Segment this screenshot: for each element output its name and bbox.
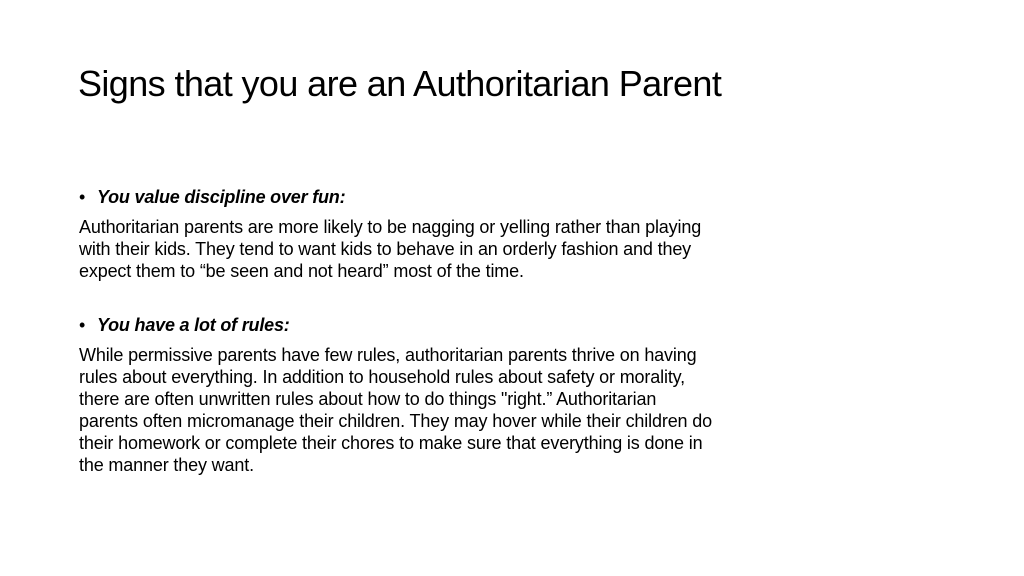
heading-text: You value discipline over fun:: [97, 187, 346, 207]
bullet-heading-rules: [79, 314, 949, 336]
paragraph-line: the manner they want.: [79, 455, 254, 475]
section-rules: [79, 314, 949, 476]
bullet-icon: •: [79, 187, 86, 207]
paragraph-discipline: [79, 216, 949, 282]
paragraph-line: their homework or complete their chores to make sure that everything is done in: [79, 433, 703, 453]
section-discipline: [79, 186, 949, 282]
slide-body: [79, 186, 949, 476]
paragraph-rules: [79, 344, 949, 476]
bullet-icon: •: [79, 315, 86, 335]
paragraph-line: with their kids. They tend to want kids to behave in an orderly fashion and they: [79, 239, 692, 259]
heading-text: You have a lot of rules:: [97, 315, 290, 335]
slide-title: Signs that you are an Authoritarian Parent: [78, 63, 722, 104]
section-spacer: [79, 282, 949, 314]
paragraph-line: Authoritarian parents are more likely to be nagging or yelling rather than playing: [79, 217, 702, 237]
bullet-heading-discipline: [79, 186, 949, 208]
paragraph-line: expect them to “be seen and not heard” most of the time.: [79, 261, 524, 281]
paragraph-line: While permissive parents have few rules, authoritarian parents thrive on having: [79, 345, 697, 365]
paragraph-line: there are often unwritten rules about how to do things "right.” Authoritarian: [79, 389, 657, 409]
paragraph-line: rules about everything. In addition to household rules about safety or morality,: [79, 367, 686, 387]
paragraph-line: parents often micromanage their children. They may hover while their children do: [79, 411, 712, 431]
